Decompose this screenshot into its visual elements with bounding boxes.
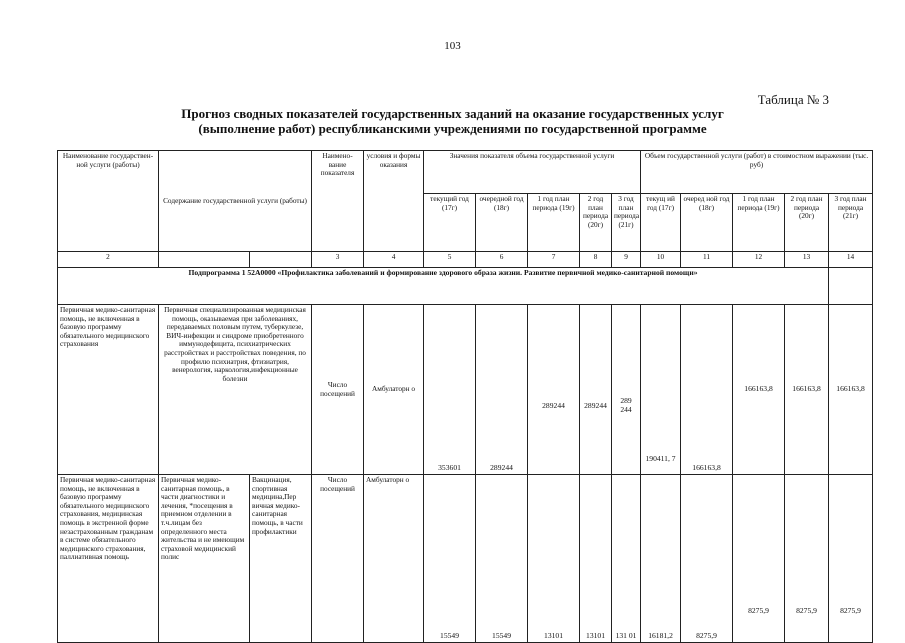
forecast-table <box>57 150 873 643</box>
col-number: 11 <box>681 252 733 268</box>
row-vol-current: 15549 <box>424 475 476 643</box>
page-number: 103 <box>444 40 461 52</box>
row-vol-plan3: 289 244 <box>612 305 641 475</box>
row-cost-plan3: 8275,9 <box>829 475 873 643</box>
col-number: 4 <box>364 252 424 268</box>
subprogram-row <box>58 268 873 305</box>
row-cost-plan1: 8275,9 <box>733 475 785 643</box>
row-service-name: Первичная медико-санитарная помощь, не включенная в базовую программу обязательного медицинского страхования, медицинская помощь в экстренной форме незастрахованным гражданам в системе обязательного медицинского страхования, паллиативная помощь <box>58 475 159 643</box>
header-indicator-name: Наимено-вание показателя <box>312 151 364 252</box>
row-indicator: Число посещений <box>312 475 364 643</box>
row-cost-current: 16181,2 <box>641 475 681 643</box>
row-cost-plan1: 166163,8 <box>733 305 785 475</box>
header-volume-group: Значения показателя объема государственной услуги <box>424 151 641 194</box>
row-vol-plan3: 131 01 <box>612 475 641 643</box>
header-vol-plan2: 2 год план периода (20г) <box>580 194 612 252</box>
header-vol-plan1: 1 год план периода (19г) <box>528 194 580 252</box>
col-number: 5 <box>424 252 476 268</box>
header-cost-plan3: 3 год план периода (21г) <box>829 194 873 252</box>
col-number: 6 <box>476 252 528 268</box>
row-vol-plan1: 13101 <box>528 475 580 643</box>
col-number: 14 <box>829 252 873 268</box>
row-vol-current: 353601 <box>424 305 476 475</box>
row-service-content-a: Первичная медико-санитарная помощь, в части диагностики и лечения, *посещения в приемном отделении в т.ч.лицам без определенного места жительства и не имеющим страховой медицинский полис <box>159 475 250 643</box>
table-row <box>58 305 873 475</box>
title-line-1: Прогноз сводных показателей государственных заданий на оказание государственных услуг <box>181 106 724 121</box>
header-service-name: Наименование государствен-ной услуги (работы) <box>58 151 159 252</box>
row-service-content-b: Вакцинация, спортивная медицина,Пер вичная медико-санитарная помощь, в части профилактики <box>250 475 312 643</box>
document-title <box>0 106 905 136</box>
header-vol-next: очередной год (18г) <box>476 194 528 252</box>
row-conditions: Амбулаторн о <box>364 475 424 643</box>
col-number: 3 <box>312 252 364 268</box>
row-cost-next: 166163,8 <box>681 305 733 475</box>
row-cost-next: 8275,9 <box>681 475 733 643</box>
col-number: 13 <box>785 252 829 268</box>
header-vol-current: текущий год (17г) <box>424 194 476 252</box>
row-indicator: Число посещений <box>312 305 364 475</box>
row-vol-plan2: 13101 <box>580 475 612 643</box>
header-cost-group: Объем государственной услуги (работ) в стоимостном выражении (тыс. руб) <box>641 151 873 194</box>
col-number: 8 <box>580 252 612 268</box>
header-conditions: условия и формы оказания <box>364 151 424 252</box>
row-cost-current: 190411, 7 <box>641 305 681 475</box>
row-conditions: Амбулаторн о <box>364 305 424 475</box>
row-vol-next: 15549 <box>476 475 528 643</box>
title-line-2: (выполнение работ) республиканскими учреждениями по государственной программе <box>198 121 707 136</box>
col-number <box>250 252 312 268</box>
col-number: 7 <box>528 252 580 268</box>
header-cost-next: очеред ной год (18г) <box>681 194 733 252</box>
header-service-content: Содержание государственной услуги (работы) <box>159 151 312 252</box>
col-number: 9 <box>612 252 641 268</box>
header-vol-plan3: 3 год план периода (21г) <box>612 194 641 252</box>
table-row <box>58 475 873 643</box>
row-cost-plan2: 8275,9 <box>785 475 829 643</box>
row-vol-plan2: 289244 <box>580 305 612 475</box>
row-cost-plan2: 166163,8 <box>785 305 829 475</box>
col-number: 10 <box>641 252 681 268</box>
row-cost-plan3: 166163,8 <box>829 305 873 475</box>
header-row-1 <box>58 151 873 194</box>
row-vol-plan1: 289244 <box>528 305 580 475</box>
header-cost-current: текущ ий год (17г) <box>641 194 681 252</box>
subprogram-empty <box>829 268 873 305</box>
table-label: Таблица № 3 <box>757 92 829 107</box>
header-cost-plan2: 2 год план периода (20г) <box>785 194 829 252</box>
subprogram-title: Подпрограмма 1 52А0000 «Профилактика заболеваний и формирование здорового образа жизни. Развитие первичной медико-санитарной помощи» <box>58 268 829 305</box>
col-number: 2 <box>58 252 159 268</box>
header-cost-plan1: 1 год план периода (19г) <box>733 194 785 252</box>
col-number <box>159 252 250 268</box>
col-number: 12 <box>733 252 785 268</box>
row-service-name: Первичная медико-санитарная помощь, не включенная в базовую программу обязательного медицинского страхования <box>58 305 159 475</box>
column-number-row <box>58 252 873 268</box>
row-vol-next: 289244 <box>476 305 528 475</box>
row-service-content: Первичная специализированная медицинская помощь, оказываемая при заболеваниях, передаваемых половым путем, туберкулезе, ВИЧ-инфекции и синдроме приобретенного иммунодефицита, психиатрических расстройствах и расстройствах поведения, по профилю психиатрия, фтизиатрия, венерология, наркология,инфекционные болезни <box>159 305 312 475</box>
